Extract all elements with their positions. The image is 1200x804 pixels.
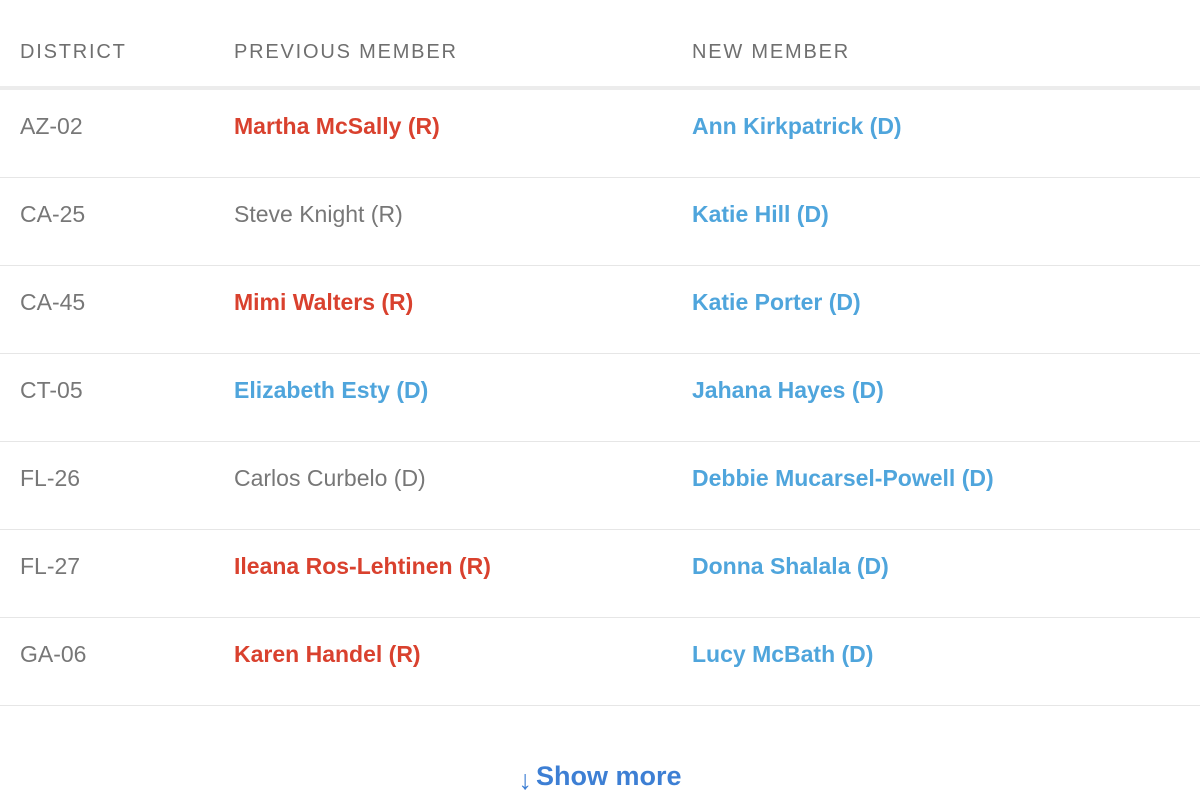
district-cell: AZ-02 [20,113,83,139]
header-new-member: NEW MEMBER [692,41,850,63]
header-previous-member: PREVIOUS MEMBER [234,41,458,63]
previous-member-cell: Elizabeth Esty (D) [234,377,429,403]
new-member-cell: Ann Kirkpatrick (D) [692,113,902,139]
district-cell: GA-06 [20,641,87,667]
previous-member-cell: Karen Handel (R) [234,641,421,667]
show-more-button[interactable] [0,760,1200,795]
table-row [0,266,1200,354]
previous-member-cell: Steve Knight (R) [234,201,403,227]
district-cell: CT-05 [20,377,83,403]
table-row [0,90,1200,178]
table-row [0,442,1200,530]
new-member-cell: Lucy McBath (D) [692,641,874,667]
header-district: DISTRICT [20,41,127,63]
district-cell: CA-25 [20,201,86,227]
district-cell: CA-45 [20,289,86,315]
previous-member-cell: Ileana Ros-Lehtinen (R) [234,553,491,579]
table-row [0,354,1200,442]
previous-member-cell: Martha McSally (R) [234,113,440,139]
table-row [0,178,1200,266]
down-arrow-icon: ↓ [518,765,532,795]
new-member-cell: Donna Shalala (D) [692,553,889,579]
new-member-cell: Debbie Mucarsel-Powell (D) [692,465,994,491]
new-member-cell: Katie Hill (D) [692,201,829,227]
table-row [0,530,1200,618]
previous-member-cell: Carlos Curbelo (D) [234,465,426,491]
district-cell: FL-27 [20,553,81,579]
table-row [0,618,1200,706]
show-more-label: Show more [535,761,682,791]
new-member-cell: Katie Porter (D) [692,289,861,315]
previous-member-cell: Mimi Walters (R) [234,289,414,315]
table-body [0,90,1200,706]
table-header [0,0,1200,90]
district-cell: FL-26 [20,465,81,491]
new-member-cell: Jahana Hayes (D) [692,377,884,403]
